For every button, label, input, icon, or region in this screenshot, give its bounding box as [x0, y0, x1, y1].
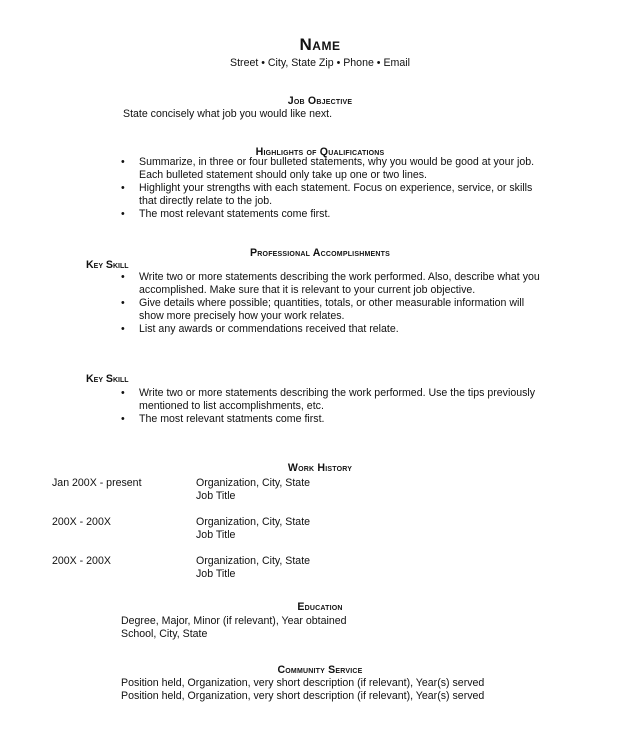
work-dates: 200X - 200X	[52, 516, 111, 528]
work-org: Organization, City, State Job Title	[196, 555, 311, 580]
education-heading: Education	[297, 601, 343, 613]
key-skill-list	[121, 271, 601, 336]
list-item: • The most relevant statments come first.	[121, 413, 325, 425]
bullet-icon: •	[121, 297, 125, 309]
key-skill-label: Key Skill	[86, 259, 129, 271]
work-dates: Jan 200X - present	[52, 477, 142, 489]
accomplishments-heading: Professional Accomplishments	[250, 247, 390, 259]
bullet-icon: •	[121, 413, 125, 425]
contact-line: Street • City, State Zip • Phone • Email	[230, 57, 410, 69]
bullet-icon: •	[121, 271, 125, 283]
work-history-heading: Work History	[287, 462, 353, 474]
work-dates: 200X - 200X	[52, 555, 111, 567]
list-item: • The most relevant statements come first.	[121, 208, 331, 220]
list-item: • Highlight your strengths with each statement. Focus on experience, service, or skills that directly relate to the job.	[121, 182, 533, 207]
bullet-icon: •	[121, 156, 125, 168]
list-item: • Write two or more statements describing the work performed. Use the tips previously mentioned to list accomplishments, etc.	[121, 387, 536, 412]
list-item: • Write two or more statements describing the work performed. Also, describe what you accomplished. Make sure that it is relevant to your current job objective.	[121, 271, 540, 296]
work-org: Organization, City, State Job Title	[196, 516, 311, 541]
work-org: Organization, City, State Job Title	[196, 477, 311, 502]
highlights-heading: Highlights of Qualifications	[255, 146, 385, 158]
job-objective-heading: Job Objective	[287, 95, 353, 107]
community-heading: Community Service	[277, 664, 363, 676]
key-skill-list	[121, 387, 601, 426]
job-objective-text: State concisely what job you would like next.	[123, 108, 333, 120]
bullet-icon: •	[121, 323, 125, 335]
list-item: • Summarize, in three or four bulleted statements, why you would be good at your job. Each bulleted statement should only take up one or two lines.	[121, 156, 535, 181]
bullet-icon: •	[121, 208, 125, 220]
resume-name: Name	[299, 35, 341, 54]
bullet-icon: •	[121, 387, 125, 399]
highlights-list	[121, 156, 601, 221]
key-skill-label: Key Skill	[86, 373, 129, 385]
community-text: Position held, Organization, very short description (if relevant), Year(s) served Position held, Organization, very short description (if relevant), Year(s) served	[121, 677, 485, 702]
bullet-icon: •	[121, 182, 125, 194]
list-item: • List any awards or commendations received that relate.	[121, 323, 399, 335]
education-text: Degree, Major, Minor (if relevant), Year obtained School, City, State	[121, 615, 347, 640]
list-item: • Give details where possible; quantities, totals, or other measurable information will show more precisely how your work relates.	[121, 297, 525, 322]
